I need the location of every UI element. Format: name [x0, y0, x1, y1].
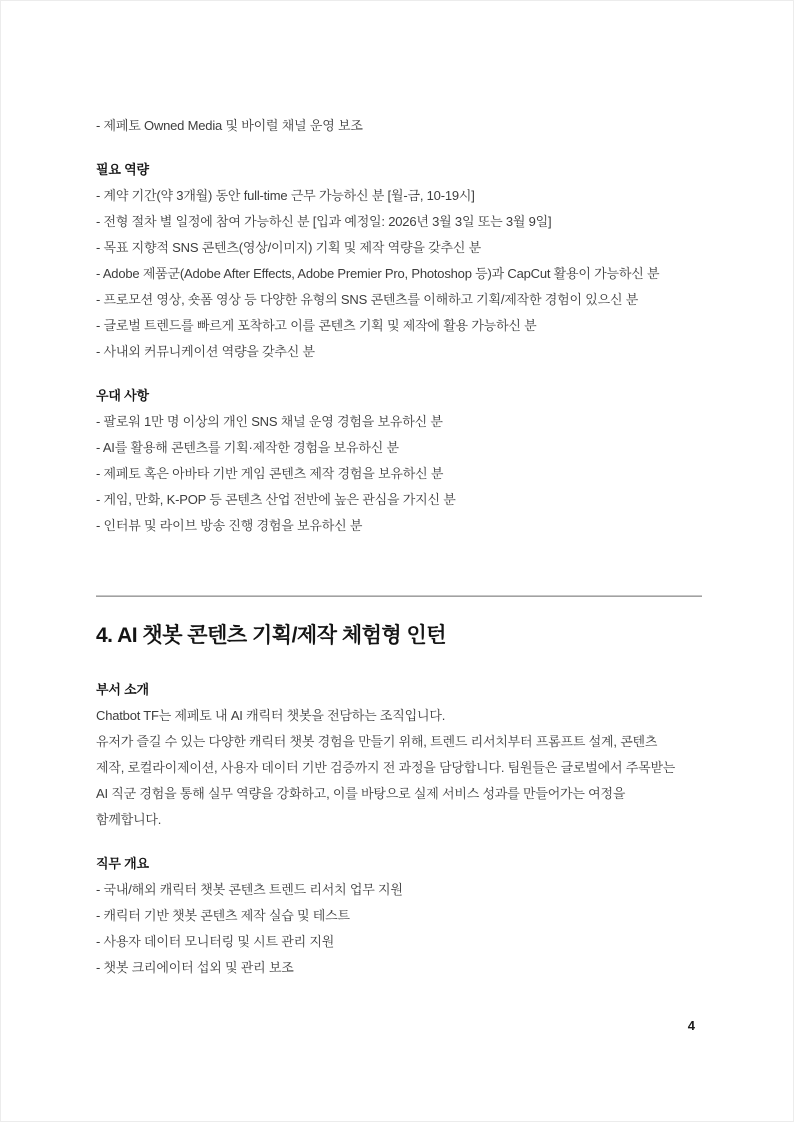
page-number: 4: [687, 1018, 695, 1033]
dept-intro-line-5: 함께합니다.: [96, 812, 162, 827]
list-item-preferred-3: - 제페토 혹은 아바타 기반 게임 콘텐츠 제작 경험을 보유하신 분: [96, 466, 444, 481]
subhead-required-skills: 필요 역량: [96, 162, 149, 177]
list-item-preferred-2: - AI를 활용해 콘텐츠를 기획·제작한 경험을 보유하신 분: [96, 440, 399, 455]
list-item-job-4: - 챗봇 크리에이터 섭외 및 관리 보조: [96, 960, 294, 975]
list-item-required-7: - 사내외 커뮤니케이션 역량을 갖추신 분: [96, 344, 315, 359]
list-item-preferred-4: - 게임, 만화, K-POP 등 콘텐츠 산업 전반에 높은 관심을 가지신 분: [96, 492, 456, 507]
subhead-job-overview: 직무 개요: [96, 856, 149, 871]
list-item-required-1: - 계약 기간(약 3개월) 동안 full-time 근무 가능하신 분 [월-금, 10-19시]: [96, 188, 475, 203]
list-item-required-6: - 글로벌 트렌드를 빠르게 포착하고 이를 콘텐츠 기획 및 제작에 활용 가능하신 분: [96, 318, 537, 333]
list-item-required-4: - Adobe 제품군(Adobe After Effects, Adobe Premier Pro, Photoshop 등)과 CapCut 활용이 가능하신 분: [96, 266, 660, 281]
list-item-required-5: - 프로모션 영상, 숏폼 영상 등 다양한 유형의 SNS 콘텐츠를 이해하고 기획/제작한 경험이 있으신 분: [96, 292, 639, 307]
dept-intro-line-1: Chatbot TF는 제페토 내 AI 캐릭터 챗봇을 전담하는 조직입니다.: [96, 708, 446, 723]
subhead-dept-intro: 부서 소개: [96, 682, 149, 697]
section-4-heading: 4. AI 챗봇 콘텐츠 기획/제작 체험형 인턴: [96, 624, 447, 647]
subhead-preferred: 우대 사항: [96, 388, 149, 403]
document-content: [96, 113, 702, 981]
list-item-job-2: - 캐릭터 기반 챗봇 콘텐츠 제작 실습 및 테스트: [96, 908, 350, 923]
section-divider: [96, 595, 702, 597]
dept-intro-line-3: 제작, 로컬라이제이션, 사용자 데이터 기반 검증까지 전 과정을 담당합니다. 팀원들은 글로벌에서 주목받는: [96, 760, 676, 775]
dept-intro-line-2: 유저가 즐길 수 있는 다양한 캐릭터 챗봇 경험을 만들기 위해, 트렌드 리서치부터 프롬프트 설계, 콘텐츠: [96, 734, 658, 749]
list-item-preferred-1: - 팔로워 1만 명 이상의 개인 SNS 채널 운영 경험을 보유하신 분: [96, 414, 443, 429]
dept-intro-line-4: AI 직군 경험을 통해 실무 역량을 강화하고, 이를 바탕으로 실제 서비스 성과를 만들어가는 여정을: [96, 786, 626, 801]
list-item-required-3: - 목표 지향적 SNS 콘텐츠(영상/이미지) 기획 및 제작 역량을 갖추신 분: [96, 240, 481, 255]
list-item-job-3: - 사용자 데이터 모니터링 및 시트 관리 지원: [96, 934, 335, 949]
list-item-job-1: - 국내/해외 캐릭터 챗봇 콘텐츠 트렌드 리서치 업무 지원: [96, 882, 403, 897]
list-item-preferred-5: - 인터뷰 및 라이브 방송 진행 경험을 보유하신 분: [96, 518, 363, 533]
list-item-owned-media: - 제페토 Owned Media 및 바이럴 채널 운영 보조: [96, 118, 363, 133]
list-item-required-2: - 전형 절차 별 일정에 참여 가능하신 분 [입과 예정일: 2026년 3월 3일 또는 3월 9일]: [96, 214, 552, 229]
